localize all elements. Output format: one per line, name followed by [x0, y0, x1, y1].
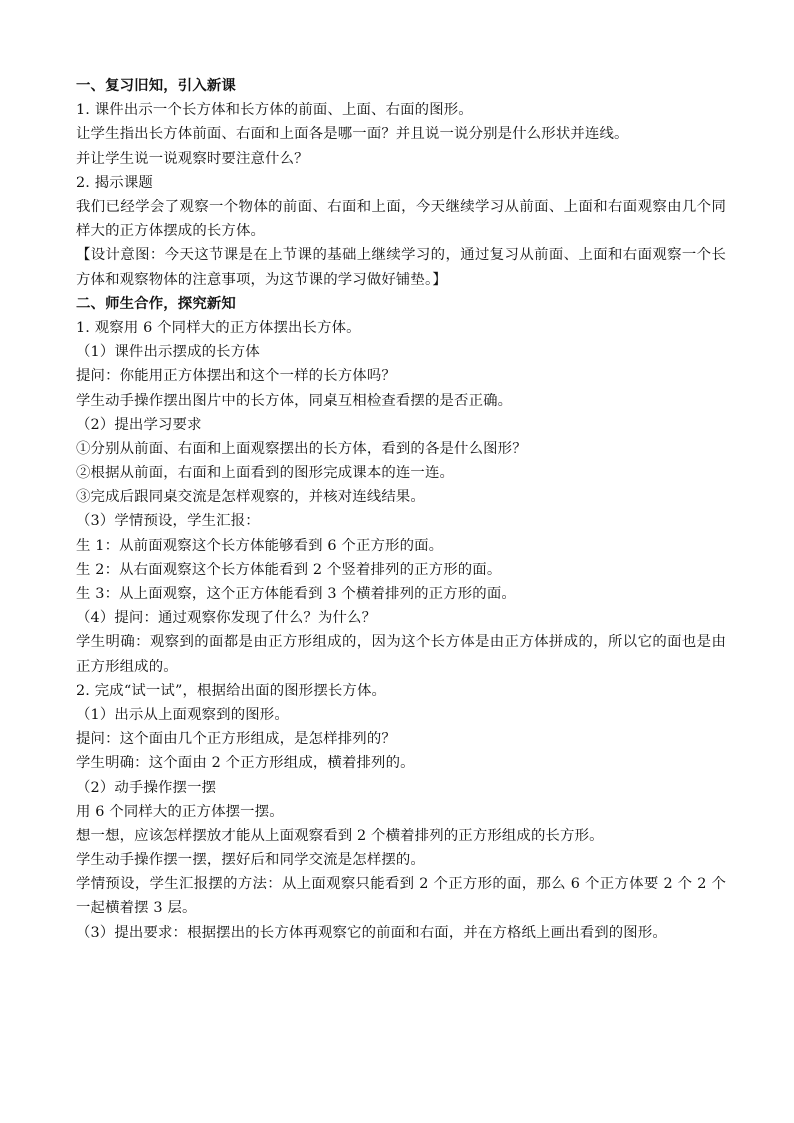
paragraph: 学情预设，学生汇报摆的方法：从上面观察只能看到 2 个正方形的面，那么 6 个正方体要 2 个 2 个一起横着摆 3 层。: [76, 876, 726, 917]
document-page: [76, 74, 726, 945]
paragraph: 生 1：从前面观察这个长方体能够看到 6 个正方形的面。: [76, 537, 444, 554]
paragraph: 提问：你能用正方体摆出和这个一样的长方体吗？: [76, 368, 396, 385]
paragraph: 让学生指出长方体前面、右面和上面各是哪一面？并且说一说分别是什么形状并连线。: [76, 126, 629, 143]
paragraph: （3）提出要求：根据摆出的长方体再观察它的前面和右面，并在方格纸上画出看到的图形。: [76, 924, 667, 941]
paragraph: 生 2：从右面观察这个长方体能看到 2 个竖着排列的正方形的面。: [76, 561, 502, 578]
paragraph: （1）课件出示摆成的长方体: [76, 344, 260, 361]
paragraph: 1. 观察用 6 个同样大的正方体摆出长方体。: [76, 319, 361, 336]
paragraph: 想一想，应该怎样摆放才能从上面观察看到 2 个横着排列的正方形组成的长方形。: [76, 827, 604, 844]
paragraph: 学生动手操作摆一摆，摆好后和同学交流是怎样摆的。: [76, 852, 425, 869]
paragraph: （2）提出学习要求: [76, 416, 202, 433]
paragraph: 2. 完成“试一试”，根据给出面的图形摆长方体。: [76, 682, 387, 699]
paragraph: 生 3：从上面观察，这个正方体能看到 3 个横着排列的正方形的面。: [76, 586, 516, 602]
paragraph: 用 6 个同样大的正方体摆一摆。: [76, 803, 284, 820]
paragraph: （2）动手操作摆一摆: [76, 779, 217, 796]
section-heading: 一、复习旧知，引入新课: [76, 77, 236, 94]
paragraph: （3）学情预设，学生汇报：: [76, 513, 260, 530]
paragraph: 2. 揭示课题: [76, 174, 153, 191]
paragraph: 并让学生说一说观察时要注意什么？: [76, 150, 309, 167]
paragraph: （4）提问：通过观察你发现了什么？为什么？: [76, 610, 377, 627]
paragraph: 我们已经学会了观察一个物体的前面、右面和上面，今天继续学习从前面、上面和右面观察由几个同样大的正方体摆成的长方体。: [76, 198, 726, 240]
section-heading: 二、师生合作，探究新知: [76, 294, 236, 312]
paragraph: 学生明确：观察到的面都是由正方形组成的，因为这个长方体是由正方体拼成的，所以它的面也是由正方形组成的。: [76, 634, 726, 675]
paragraph: 1. 课件出示一个长方体和长方体的前面、上面、右面的图形。: [76, 102, 473, 119]
paragraph: ②根据从前面，右面和上面看到的图形完成课本的连一连。: [76, 465, 455, 482]
paragraph: ③完成后跟同桌交流是怎样观察的，并核对连线结果。: [76, 489, 425, 506]
paragraph: ①分别从前面、右面和上面观察摆出的长方体，看到的各是什么图形？: [76, 440, 527, 457]
paragraph: 学生动手操作摆出图片中的长方体，同桌互相检查看摆的是否正确。: [76, 392, 513, 409]
paragraph: 学生明确：这个面由 2 个正方形组成，横着排列的。: [76, 755, 415, 772]
paragraph: （1）出示从上面观察到的图形。: [76, 706, 289, 723]
paragraph: 提问：这个面由几个正方形组成，是怎样排列的？: [76, 731, 396, 748]
design-intent-note: 【设计意图：今天这节课是在上节课的基础上继续学习的，通过复习从前面、上面和右面观察一个长方体和观察物体的注意事项，为这节课的学习做好铺垫。】: [76, 247, 726, 288]
